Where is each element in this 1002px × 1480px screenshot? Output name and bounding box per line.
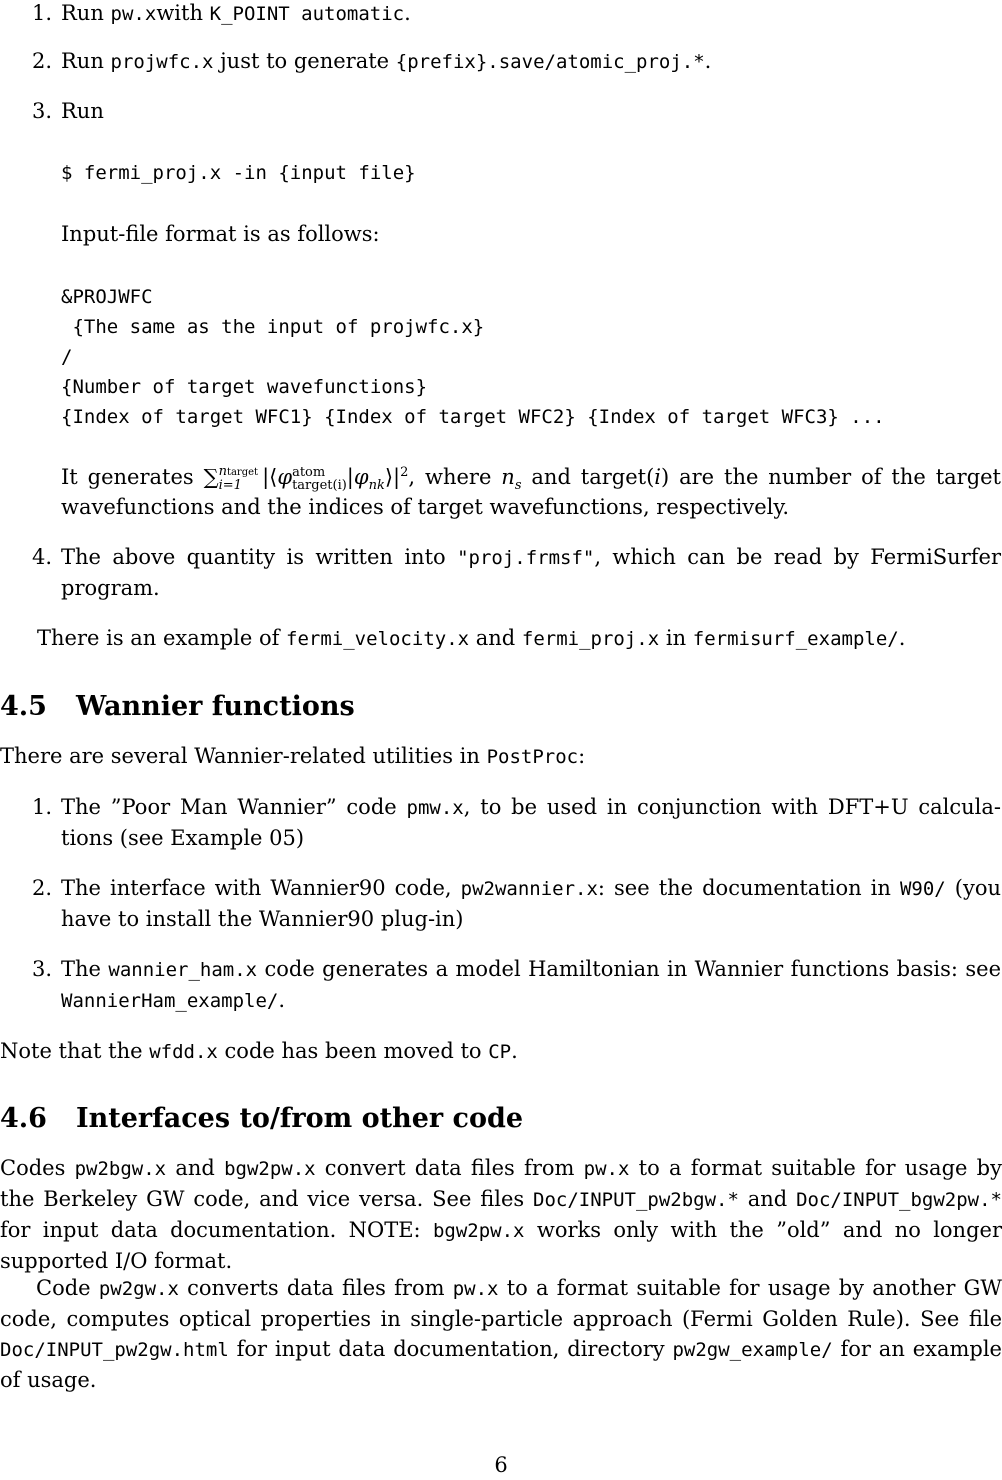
wannier-item-3: The wannier_ham.x code generates a model Hamiltonian in Wannier functions basis: see WannierHam_example/. <box>61 957 1002 1012</box>
input-line: / <box>61 346 73 368</box>
code-proj-frmsf: "proj.frmsf" <box>457 547 595 569</box>
list-number: 1. <box>31 1 52 25</box>
list-number: 4. <box>31 545 52 569</box>
list-number: 3. <box>31 99 52 123</box>
command-line: $ fermi_proj.x -in {input file} <box>61 162 416 184</box>
code-kpoint: K_POINT automatic <box>209 3 405 25</box>
code-projwfc: projwfc.x <box>110 51 214 73</box>
input-line: {Number of target wavefunctions} <box>61 376 428 398</box>
wannier-item-2: The interface with Wannier90 code, pw2wannier.x: see the documentation in W90/ (you have to install the Wannier90 plug-in) <box>61 876 1001 931</box>
list-number: 2. <box>31 49 52 73</box>
step-4: The above quantity is written into "proj.frmsf", which can be read by FermiSurfer program. <box>61 545 1001 600</box>
section-heading-4-5: 4.5 Wannier functions <box>0 691 355 722</box>
list-number: 3. <box>31 957 52 981</box>
generates-paragraph: It generates ∑ ntarget i=1 |⟨φ atom target(i) $|\varphi_{nk}⟩|^2$, where $n_s$ and target(i) are the number of the target wavefunctions and the indices of target wavefunctions, respectively. <box>61 464 1001 519</box>
input-line: &PROJWFC <box>61 286 153 308</box>
list-number: 2. <box>31 876 52 900</box>
wannier-item-1: The ”Poor Man Wannier” code pmw.x, to be used in conjunction with DFT+U calcula- tions (see Example 05) <box>61 795 1002 850</box>
step-1: Run pw.xwith K_POINT automatic. <box>61 1 411 25</box>
sum-formula: ∑ ntarget i=1 |⟨φ atom target(i) $|\varphi_{nk}⟩|^2$ <box>203 464 409 494</box>
section-heading-4-6: 4.6 Interfaces to/from other code <box>0 1103 524 1134</box>
code-pw: pw.x <box>110 3 157 25</box>
step-2: Run projwfc.x just to generate {prefix}.save/atomic_proj.*. <box>61 49 712 73</box>
page-number: 6 <box>494 1453 508 1477</box>
wfdd-note: Note that the wfdd.x code has been moved to CP. <box>0 1039 518 1063</box>
interfaces-paragraph-1: Codes pw2bgw.x and bgw2pw.x convert data files from pw.x to a format suitable for usage by the Berkeley GW code, and vice versa. See files Doc/INPUT_pw2bgw.* and Doc/INPUT_bgw2pw.* for input data documentation. NOTE: bgw2pw.x works only with the ”old” and no longer supported I/O format. <box>0 1156 1002 1273</box>
input-line: {The same as the input of projwfc.x} <box>61 316 485 338</box>
interfaces-paragraph-2: Code pw2gw.x converts data files from pw.x to a format suitable for usage by another GW code, computes optical properties in single-particle approach (Fermi Golden Rule). See file Doc/INPUT_pw2gw.html for input data documentation, directory pw2gw_example/ for an example of usage. <box>0 1276 1002 1392</box>
wannier-intro: There are several Wannier-related utilities in PostProc: <box>0 744 586 768</box>
code-atomic-proj: {prefix}.save/atomic_proj.* <box>395 51 705 73</box>
input-line: {Index of target WFC1} {Index of target WFC2} {Index of target WFC3} ... <box>61 406 885 428</box>
step-3: Run <box>61 99 104 123</box>
example-note: There is an example of fermi_velocity.x and fermi_proj.x in fermisurf_example/. <box>37 626 906 650</box>
list-number: 1. <box>31 795 52 819</box>
input-format-intro: Input-file format is as follows: <box>61 222 380 246</box>
